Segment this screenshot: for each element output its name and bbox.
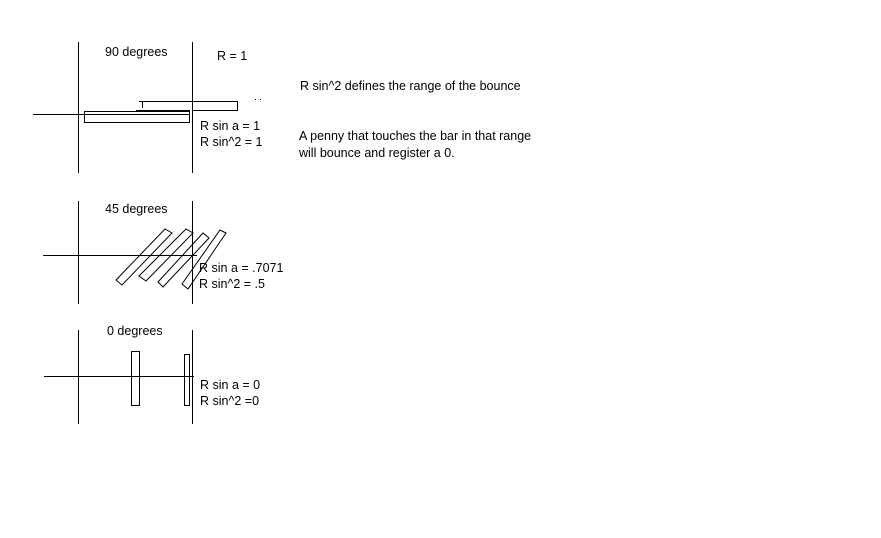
- figure-0-vertical-bar-left: [132, 352, 140, 406]
- figure-0-title: 0 degrees: [107, 324, 163, 338]
- figure-45-sin-a-label: R sin a = .7071: [199, 261, 284, 275]
- figure-0-sin-a-label: R sin a = 0: [200, 378, 261, 392]
- figure-90-horizontal-bar: [85, 112, 190, 123]
- figure-90-sin-squared-label: R sin^2 = 1: [200, 135, 263, 149]
- figure-0-vertical-bar-right: [185, 355, 190, 406]
- note-range-definition: R sin^2 defines the range of the bounce: [300, 79, 521, 93]
- figure-90-r-label: R = 1: [217, 49, 248, 63]
- figure-45-sin-squared-label: R sin^2 = .5: [199, 277, 265, 291]
- figure-45-title: 45 degrees: [105, 202, 168, 216]
- figure-90-sin-a-label: R sin a = 1: [200, 119, 261, 133]
- figure-90-title: 90 degrees: [105, 45, 168, 59]
- note-penny-line-1: A penny that touches the bar in that range: [299, 129, 532, 143]
- figure-0-sin-squared-label: R sin^2 =0: [200, 394, 260, 408]
- figure-0-degrees: [44, 330, 194, 424]
- note-penny-line-2: will bounce and register a 0.: [299, 146, 455, 160]
